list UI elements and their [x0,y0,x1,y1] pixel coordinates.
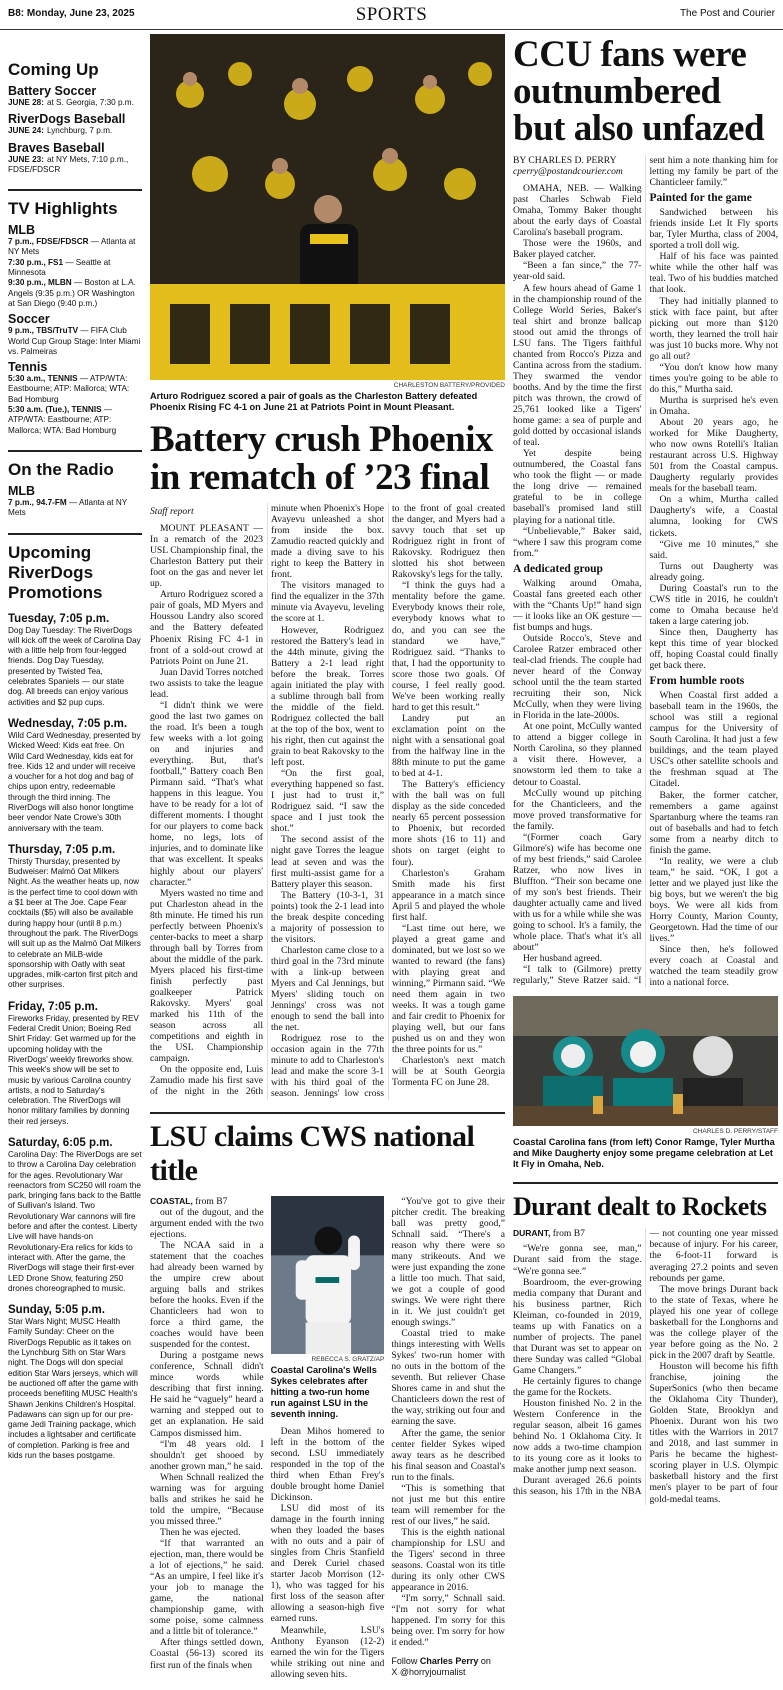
battery-paragraph: Landry put an exclamation point on the night with a sensational goal from the halfway line in the 88th minute to put the game to bed at 4-1. [392,712,505,780]
lsu-article-col3 [391,1196,505,1679]
ccu-paragraph: Half of his face was painted white while the other half was teal. Two of his buddies matched that look. [649,251,778,296]
lsu-paragraph: out of the dugout, and the argument ended with the two ejections. [150,1206,264,1240]
divider [513,1182,778,1184]
coming-up-event [8,98,142,108]
lsu-paragraph: “I'm sorry,” Schnall said. “I'm not sorry for what happened. I'm sorry for this being over. I'm sorry for how it ended.” [391,1593,505,1649]
page-header [0,0,783,30]
lsu-paragraph: After things settled down, Coastal (56-13) scored its first run of the finals when [150,1637,264,1671]
battery-paragraph: MOUNT PLEASANT — In a rematch of the 2023 USL Championship final, the Charleston Battery put their foot on the gas and never let up. [150,523,263,590]
ccu-paragraph: “I talk to (Gilmore) pretty regularly,” Steve Ratzer said. “I sent him a note thanking him for letting my family be part of the Chanticleer family.” [513,155,778,987]
battery-article [150,503,505,1100]
promo-text: Fireworks Friday, presented by REV Federal Credit Union; Boeing Red Shirt Friday: Get warmed up for the upcoming holiday with the RiverDogs' weekly fireworks show. This week's show will be set to music by various Carolina country artists, a nod to Saturday's celebration. The RiverDogs will honor military families by donning their red jerseys. [8,1013,139,1126]
coming-up-event [8,126,142,136]
coming-up-event [8,155,142,176]
battery-paragraph: Charleston's Graham Smith made his first appearance in a match since April 5 and played the whole first half. [392,867,505,923]
coming-up-team: Battery Soccer [8,84,97,98]
section-name: SPORTS [355,4,428,25]
tv-detail: — Boston at L.A. Angels (9:35 p.m.) OR Washington at San Diego (9:40 p.m.) [8,278,136,308]
ccu-subhead: From humble roots [649,675,745,688]
lsu-article-col1 [150,1196,264,1671]
durant-paragraph: He certainly figures to change the game for the Rockets. [513,1375,642,1399]
coming-up-list [8,84,142,175]
promo-text: Wild Card Wednesday, presented by Wicked Weed: Kids eat free. On Wild Card Wednesday, kids eat for free. Kids 12 and under will receive a voucher for a hot dog and bag of chips upon entry, redeemable through the third inning. The RiverDogs will also honor longtime beer vendor Nate Crowe's 30th anniversary with the team. [8,730,141,833]
promo-day: Wednesday, 7:05 p.m. [8,717,128,730]
battery-paragraph: The Battery (10-3-1, 31 points) took the 2-1 lead into the break despite conceding a majority of possession to the visitors. [271,889,384,945]
follow-author [391,1656,505,1678]
lsu-article-col2-text [271,1426,385,1680]
promotions-title: Upcoming RiverDogs Promotions [8,542,103,602]
tv-time: 5:30 a.m., TENNIS [8,374,78,384]
tv-listing [8,405,142,436]
ccu-subhead: A dedicated group [513,562,603,575]
ccu-paragraph: About 20 years ago, he worked for Mike Daugherty, who now owns Rotelli's Italian restaurant across U.S. Highway 501 from the Coastal campus. Daugherty regularly provides meals for the baseball team. [649,417,778,495]
coming-up-team: RiverDogs Baseball [8,112,126,127]
promo-day: Tuesday, 7:05 p.m. [8,612,110,625]
follow-name: Charles Perry [419,1656,479,1667]
tv-time: 9 p.m., TBS/TruTV [8,326,79,336]
ccu-paragraph: OMAHA, NEB. — Walking past Charles Schwab Field Omaha, Tommy Baker thought about the early days of Coastal Carolina's baseball program. [513,183,642,239]
right-column [513,34,778,1505]
ccu-paragraph: Turns out Daugherty was already going. [649,560,778,583]
battery-paragraph: “Last time out here, we played a great game and dominated, but we lost so we wanted to reward (the fans) with playing great and winning,” Pirmann said. “We need them again in two weeks. It was a tough game and fair credit to Phoenix for playing well, but our fans pushed us on and they won the three points for us.” [392,922,505,1056]
ccu-paragraph: “(Former coach Gary Gilmore's) wife has become one of my best friends,” said Carolee Ratzer, who now lives in Bluffton. “Their son became one of my son's best friends. Their daughter actually came and lived with us for a while while she was going to school. It's a family, the whole place. That's what it's all about” [513,831,642,954]
durant-headline: Durant dealt to Rockets [513,1192,767,1222]
ccu-photo [513,996,778,1126]
tv-time: 7:30 p.m., FS1 [8,257,64,267]
tv-detail: — ATP/WTA: Eastbourne; ATP: Mallorca; WTA: Bad Homburg [8,374,130,404]
durant-jump-from: from B7 [550,1228,585,1240]
lsu-photo [271,1196,385,1354]
lsu-jump-line [150,1196,264,1207]
tv-highlights-title: TV Highlights [8,199,118,219]
author-social-handle[interactable]: X @horryjournalist [391,1667,466,1678]
ccu-paragraph: When Coastal first added a baseball team in the 1960s, the school was still a regional campus for the University of South Carolina. It had just a few buildings, and the team played USC's other satellite schools and the freshman squad at The Citadel. [649,690,778,790]
promo-text: Carolina Day: The RiverDogs are set to throw a Carolina Day celebration for the ages. Revolutionary War reenactors from SC250 will roam the park, bringing fans back to the Battle of Sullivan's Island. Two Revolutionary War cannons will fire before and after the contest. Liberty Live will have hands-on Revolutionary-Era relics for kids to interact with. After the game, the RiverDogs will stage their first-ever LED Drone Show, featuring 250 drones choreographed to music. [8,1150,142,1293]
battery-paragraph: Rodriguez rose to the occasion again in the 77th minute to add to Charleston's lead and make the score 3-1 with his third goal of the season. Jennings' low cross to the front of goal created the danger, and Myers had a savvy touch that set up Rodriguez right in front of Rakovsky. Rodriguez then slotted his shot between Rakovsky's legs for the tally. [271,503,505,1100]
tv-listing [8,326,142,357]
ccu-photo-credit: CHARLES D. PERRY/STAFF [693,1128,778,1136]
battery-paragraph: “On the first goal, everything happened so fast. I just had to trust it,” Rodriguez said. “I saw the space and I just took the shot.” [271,768,384,835]
page-grid [0,30,783,1690]
tv-listing [8,278,142,309]
lsu-article [150,1196,505,1680]
lsu-paragraph: Then he was ejected. [160,1526,241,1538]
lsu-paragraph: The NCAA said in a statement that the coaches had already been warned by the umpire crew about arguing balls and strikes before the hooks. Even if the Chanticleers had won to force a third game, the coaches would have been suspended for the contest. [150,1239,264,1351]
battery-photo-caption: Arturo Rodriguez scored a pair of goals as the Charleston Battery defeated Phoenix Rising FC 4-1 on June 21 at Patriots Point in Mount Pleasant. [150,391,478,412]
tv-time: 7 p.m., FDSE/FDSCR [8,237,89,247]
ccu-paragraph: Sandwiched between his friends inside Let It Fly sports bar, Tyler Murtha, class of 2004, sported a troll doll wig. [649,207,778,252]
follow-suffix: on [478,1656,491,1667]
tv-time: 9:30 p.m., MLBN [8,278,72,288]
coming-up-team: Braves Baseball [8,140,105,155]
tv-sport: Tennis [8,360,48,375]
battery-paragraph: However, Rodriguez restored the Battery's lead in the 44th minute, giving the Battery a 2-1 lead right before the break. Torres again initiated the play with a sublime through ball from the middle of the field. Rodriguez collected the ball at the top of the box, went to his right, then cut against the grain to beat Rakovsky to the left post. [271,624,384,769]
promo-day: Saturday, 6:05 p.m. [8,1137,113,1149]
ccu-paragraph: “Unbelievable,” Baker said, “where I saw this program come from.” [513,525,642,559]
event-detail: at S. Georgia, 7:30 p.m. [46,98,134,107]
event-detail: at NY Mets, 7:10 p.m., FDSE/FDSCR [8,154,129,174]
battery-paragraph: The Battery's efficiency with the ball was on full display as the side conceded nearly 65 percent possession to Phoenix, but recorded more shots (16 to 11) and shots on target (eight to four). [392,779,505,868]
sidebar [8,34,142,1461]
battery-paragraph: Charleston came close to a third goal in the 73rd minute with a link-up between Myers and Cal Jennings, but Myers' sliding touch on Jennings' cross was not enough to send the ball into the net. [271,944,384,1034]
durant-paragraph: The move brings Durant back to the state of Texas, where he played his one year of college basketball for the Longhorns and was the college player of the year before going as the No. 2 pick in the 2007 draft by Seattle. [649,1283,778,1361]
lsu-article-col2 [271,1196,385,1680]
battery-photo [150,34,505,380]
lsu-jump-from: from B7 [192,1195,228,1207]
fans-at-bar-image [513,996,778,1126]
radio-detail: — Atlanta at NY Mets [8,497,128,518]
lsu-paragraph: When Schnall realized the warning was for arguing balls and strikes he said he told the umpire, “Because you missed three.” [150,1471,264,1527]
ccu-email: cperry@postandcourier.com [513,166,623,178]
promo-day: Thursday, 7:05 p.m. [8,843,116,856]
durant-paragraph: Houston finished No. 2 in the Western Conference in the regular season, albeit 16 games behind No. 1 Oklahoma City. It now adds a two-time champion to its young core as it looks to make another jump next season. [513,1398,642,1476]
ccu-paragraph: “Been a fan since,” the 77-year-old said. [513,260,642,283]
lsu-paragraph: “This is something that not just me but this entire team will remember for the rest of our lives,” he said. [391,1482,505,1527]
page-date: B8: Monday, June 23, 2025 [8,8,135,19]
lsu-paragraph: LSU did most of its damage in the fourth inning when they loaded the bases with no outs and a pair of singles from Chris Stanfield and Derek Curiel chased starter Jacob Morrison (12-1), who was tagged for his first loss of the season after allowing a season-high five earned runs. [270,1503,385,1625]
ccu-paragraph: Murtha is surprised he's even in Omaha. [649,394,778,417]
tv-detail: — Atlanta at NY Mets [8,237,136,257]
ccu-paragraph: Yet despite being outnumbered, the Coastal fans who took the flight — or made the long drive — remained grateful to be in college baseball's promised land still playing for a national title. [513,448,642,526]
ccu-paragraph: “In reality, we were a club team,” he said. “OK, I got a letter and we played just like the big boys, but we weren't the big boys. We were all kids from Horry County, Marion County, Georgetown. Had the time of our lives.” [649,855,778,945]
ccu-paragraph: They had initially planned to stick with face paint, but after picking out more than $120 worth, they learned the troll hair was just 10 bucks more. Why not go all out? [649,295,778,362]
tv-sport: MLB [8,223,36,238]
tv-time: 5:30 a.m. (Tue.), TENNIS [8,405,102,415]
event-date: JUNE 23: [8,154,44,164]
lsu-paragraph: Meanwhile, LSU's Anthony Eyanson (12-2) earned the win for the Tigers while striking out nine and allowing seven hits. [270,1624,385,1680]
divider [150,1112,505,1114]
battery-paragraph: Arturo Rodriguez scored a pair of goals, MD Myers and Houssou Landry also scored and the Battery defeated Phoenix Rising FC 4-1 in front of a sold-out crowd at Patriots Point on June 21. [150,589,263,667]
follow-prefix: Follow [391,1656,420,1667]
durant-paragraph: “We're gonna see, man,” Durant said from the stage. “We're gonna see.” [513,1243,642,1277]
lsu-paragraph: “I'm 48 years old. I shouldn't get shooed by another grown man,” he said. [150,1438,264,1472]
durant-paragraph: Boardroom, the ever-growing media company that Durant and his business partner, Rich Kleiman, co-founded in 2019, teams up with Fanatics on a number of projects. The panel that Durant was set to appear on there Sunday was called “Global Game Changers.” [513,1276,642,1376]
ccu-paragraph: Walking around Omaha, Coastal fans greeted each other with the “Chants Up!” hand sign — it looks like an OK gesture — fist bumps and hugs. [513,577,642,633]
ccu-paragraph: McCully wound up pitching for the Chanticleers, and the move proved transformative for the family. [513,787,642,832]
radio-title: On the Radio [8,459,114,479]
radio-sport: MLB [8,483,36,498]
tv-listing [8,258,142,279]
lsu-photo-caption: Coastal Carolina's Wells Sykes celebrates after hitting a two-run home run against LSU in the seventh inning. [270,1364,377,1419]
tv-list [8,223,142,436]
middle-column [150,34,505,1680]
tv-detail: — Seattle at Minnesota [8,257,111,278]
battery-paragraph: Myers wasted no time and put Charleston ahead in the 8th minute. He timed his run perfectly between Phoenix's center-backs to meet a sharp through ball by Torres from about the middle of the park. Myers placed his first-time finish perfectly past goalkeeper Patrick Rakovsky. Myers' goal marked his 11th of the season across all competitions and eighth in the USL Championship campaign. [150,887,263,1065]
ccu-headline: CCU fans were outnumbered but also unfazed [513,34,765,149]
lsu-paragraph: Dean Mihos homered to left in the bottom of the second. LSU immediately responded in the top of the third when Ethan Frey's double brought home Daniel Dickinson. [270,1425,385,1503]
ccu-paragraph: On a whim, Murtha called Daugherty's wife, a Coastal alumna, looking for CWS tickets. [649,494,778,539]
durant-paragraph: Houston will become his fifth franchise, joining the SuperSonics (who then became the Oklahoma City Thunder), Golden State, Brooklyn and Phoenix. Durant won his two titles with the Warriors in 2017 and 2018, and last summer in Paris he became the highest-scoring player in U.S. Olympic basketball history and the first men's player to be part of four gold-medal teams. [649,1360,778,1505]
ccu-paragraph: A few hours ahead of Game 1 in the championship round of the College World Series, Baker's teal shirt and bronze ballcap stood out amid the throngs of LSU fans. The Tigers faithful chanted from Rocco's Pizza and Cantina across from the stadium. They swarmed the vendor booths. And by the time the first pitch was thrown, the crowd of 25,761 looked like a Tigers' home game: a sea of purple and gold dotted by occasional islands of teal. [513,282,642,449]
promo-day: Friday, 7:05 p.m. [8,1000,98,1013]
radio-time: 7 p.m., 94.7-FM [8,497,67,507]
tv-listing [8,237,142,258]
ccu-paragraph: Outside Rocco's, Steve and Carolee Ratzer embraced other teal-clad friends. The couple had never heard of the Conway school until the the team started recruiting their son, Nick McCully, when they were living in Florida in the late-2000s. [513,632,642,722]
durant-article [513,1228,778,1504]
ccu-paragraph: Those were the 1960s, and Baker played catcher. [513,238,642,261]
event-detail: Lynchburg, 7 p.m. [46,126,113,136]
battery-paragraph: “I didn't think we were good the last two games on the road. It's been a tough few weeks with a lot going on and injuries and everything. But, that's football,” Battery coach Ben Pirmann said. “That's what happens in this league. You have to be ready for a lot of different moments. I thought for our players to come back home, no legs, lots of injuries, and to dominate like that was excellent. It speaks highly about our players' character.” [150,699,263,888]
lsu-paragraph: This is the eighth national championship for LSU and the Tigers' second in three seasons. Coastal won its title during its only other CWS appearance in 2016. [391,1526,505,1594]
ccu-subhead: Painted for the game [649,192,752,205]
promo-day: Sunday, 5:05 p.m. [8,1304,105,1317]
lsu-photo-credit: REBECCA S. GRATZ/AP [311,1355,385,1363]
crowd-celebration-image [150,34,505,380]
ccu-paragraph: Baker, the former catcher, remembers a game against Spartanburg where the teams ran out of baseballs and had to fetch some from a nearby ditch to finish the game. [649,789,778,856]
baseball-player-image [271,1196,385,1354]
tv-detail: — ATP/WTA: Eastbourne; ATP: Mallorca; WTA: Bad Homburg [8,405,117,435]
ccu-paragraph: Her husband agreed. [523,953,603,965]
durant-jump-slug: DURANT, [513,1228,551,1239]
battery-headline: Battery crush Phoenix in rematch of ’23 final [150,419,494,498]
ccu-article [513,155,778,988]
paper-name: The Post and Courier [679,8,775,19]
tv-detail: — FIFA Club World Cup Group Stage: Inter Miami vs. Palmeiras [8,326,141,356]
lsu-headline: LSU claims CWS national title [150,1119,475,1187]
battery-paragraph: “I think the guys had a mentality before the game. Everybody knows their role, everybody knows what to do, and you can see the standard we have,” Rodriguez said. “Thanks to that, I had the opportunity to score those two goals. Of course, I feel really good. We've been working really hard to get this result.” [392,580,505,713]
lsu-paragraph: Coastal tried to make things interesting with Wells Sykes' two-run homer with no outs in the bottom of the seventh. But reliever Chase Shores came in and shut the Chanticleers down the rest of the way, striking out four and earning the save. [391,1328,505,1428]
battery-paragraph: Charleston's next match will be at South Georgia Tormenta FC on June 28. [392,1055,505,1089]
lsu-paragraph: “You've got to give their pitcher credit. The breaking ball was pretty good,” Schnall said. “There's a reason why there were so many strikeouts. And we were just expanding the zone a little too much. That said, we got a couple of good swings. We were right there in it. We just couldn't get enough swings.” [391,1195,505,1329]
lsu-paragraph: After the game, the senior center fielder Sykes wiped away tears as he described his final season and Coastal's run to the finals. [391,1427,505,1483]
ccu-paragraph: Since then, Daugherty has kept this time of year blocked off, hoping Coastal could finally get back there. [649,626,778,672]
ccu-paragraph: At one point, McCully wanted to attend a bigger college in North Carolina, so they planned a visit there. However, a snowstorm led them to take a detour to Coastal. [513,721,642,788]
battery-paragraph: Juan David Torres notched two assists to take the league lead. [150,666,263,700]
promo-text: Dog Day Tuesday: The RiverDogs will kick off the week of Carolina Day with a little help from four-legged friends. Dog Day Tuesday, presented by Twisted Tea, celebrates Spaniels — our state dog. All breeds can enjoy various activities and $2 pup cups. [8,625,141,707]
event-date: JUNE 28: [8,98,44,107]
ccu-paragraph: Since then, he's followed every coach at Coastal and watched the team steadily grow into a national force. [649,944,778,989]
radio-listing [8,498,142,519]
event-date: JUNE 24: [8,126,44,136]
tv-listing [8,374,142,405]
ccu-paragraph: During Coastal's run to the CWS title in 2016, he couldn't come to Omaha because he'd taken a large catering job. [649,582,778,627]
ccu-paragraph: “Give me 10 minutes,” she said. [649,538,778,561]
durant-jump-line [513,1228,642,1239]
promo-text: Star Wars Night; MUSC Health Family Sunday: Cheer on the RiverDogs Republic as it takes on the Lynchburg Sith on Star Wars night. The Dogs will don special edition Star Wars jerseys, which will be auctioned off after the game with proceeds benefiting MUSC Health's Shawn Jenkins Children's Hospital. Padawans can sign up for our pre-game Jedi Training package, which includes a lightsaber and certificate of completion. Parking is free and kids run the bases postgame. [8,1317,139,1461]
promotions-list [8,613,142,1462]
battery-photo-credit: CHARLESTON BATTERY/PROVIDED [393,382,505,389]
battery-paragraph: The visitors managed to find the equalizer in the 37th minute via Avayevu, leveling the score at 1. [271,580,384,625]
lsu-jump-slug: COASTAL, [150,1195,193,1206]
promo-text: Thirsty Thursday, presented by Budweiser: Malmö Oat Milkers Night. As the weather heats up, now is the perfect time to cool down with a $1 beer at The Joe. Cape Fear cocktails ($5) will also be available during happy hour (until 8 p.m.) throughout the park. The RiverDogs will suit up as the Malmö Oat Milkers to celebrate an MiLB-wide sponsorship with Oatly with seat upgrades, milk-carton first pitch and other surprises. [8,856,141,990]
ccu-byline: BY CHARLES D. PERRY [513,155,617,166]
durant-paragraph: Durant averaged 26.6 points this season, his 17th in the NBA — not counting one year missed because of injury. For his career, the 6-foot-11 forward is averaging 27.2 points and seven rebounds per game. [513,1228,778,1498]
lsu-paragraph: “If that warranted an ejection, man, there would be a lot of ejections,” he said. “As an umpire, I feel like it's your job to manage the game, the national championship game, with some poise, some calmness and a little bit of tolerance.” [150,1537,264,1638]
ccu-paragraph: “You don't know how many times you're going to be able to do this,” Murtha said. [649,361,778,395]
ccu-photo-caption: Coastal Carolina fans (from left) Conor Ramge, Tyler Murtha and Mike Daugherty enjoy some pregame celebration at Let It Fly in Omaha, Neb. [513,1137,775,1170]
lsu-paragraph: During a postgame news conference, Schnall didn't mince words while describing that first inning. He said he “vaguely” heard a warning and stepped out to get an explanation. He said Campos dismissed him. [150,1350,264,1439]
tv-sport: Soccer [8,312,50,327]
battery-paragraph: On the opposite end, Luis Zamudio made his first save of the night in the 26th minute when Phoenix's Hope Avayevu unleashed a shot from inside the box. Zamudio reacted quickly and made a diving save to his right to keep the Battery in front. [150,503,384,1098]
battery-paragraph: The second assist of the night gave Torres the league lead at seven and was the first multi-assist game for a Battery player this season. [271,834,384,890]
battery-byline: Staff report [150,506,194,517]
coming-up-title: Coming Up [8,60,99,79]
